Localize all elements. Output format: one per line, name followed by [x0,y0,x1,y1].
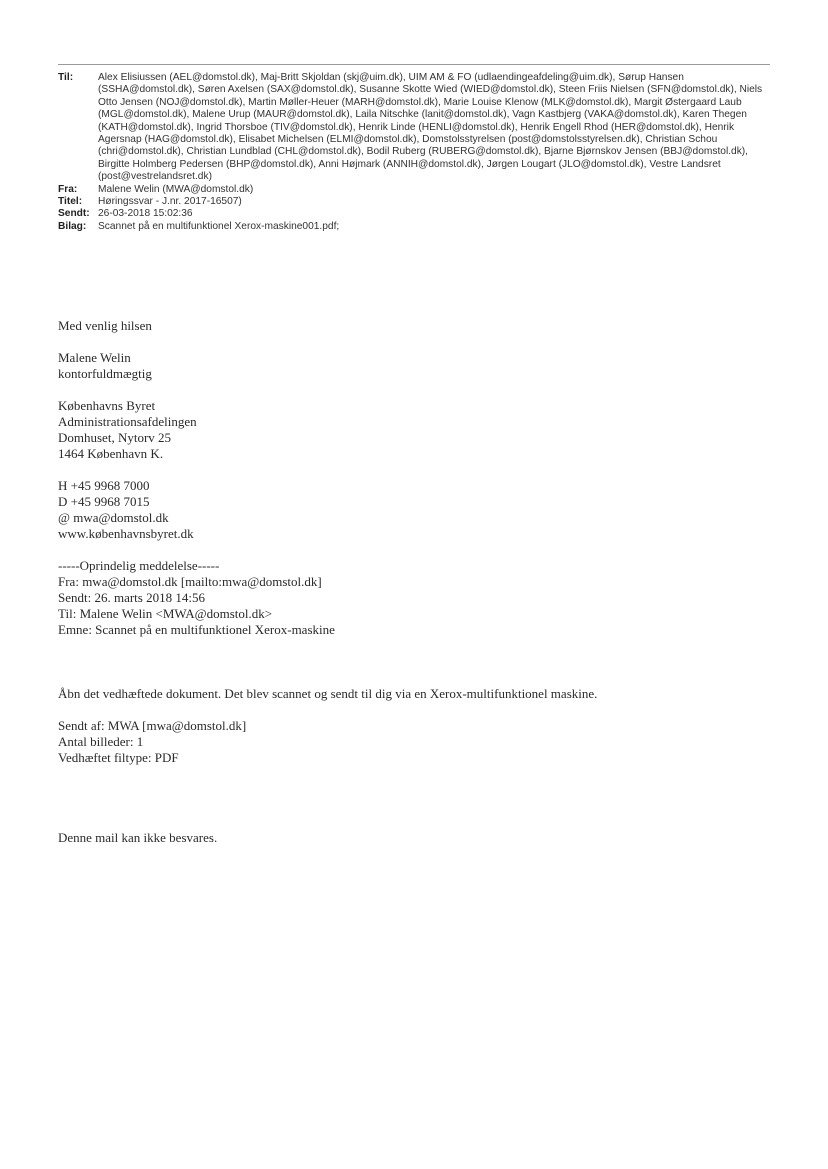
from-value: Malene Welin (MWA@domstol.dk) [98,183,254,195]
original-message-block [58,558,778,638]
no-reply-block [58,830,778,846]
signature-role: kontorfuldmægtig [58,366,152,381]
title-value: Høringssvar - J.nr. 2017-16507) [98,196,242,208]
header-divider [58,64,770,65]
sent-by: Sendt af: MWA [mwa@domstol.dk] [58,718,247,733]
original-message-header: -----Oprindelig meddelelse----- [58,558,220,573]
original-sent: Sendt: 26. marts 2018 14:56 [58,590,205,605]
scan-details-block [58,718,778,766]
signature-name: Malene Welin [58,350,131,365]
scan-text: Åbn det vedhæftede dokument. Det blev scannet og sendt til dig via en Xerox-multifunktionel maskine. [58,686,598,701]
org-line-2: Administrationsafdelingen [58,414,197,429]
original-from: Fra: mwa@domstol.dk [mailto:mwa@domstol.dk] [58,574,322,589]
greeting-block [58,318,778,334]
no-reply-notice: Denne mail kan ikke besvares. [58,830,218,845]
contact-website: www.københavnsbyret.dk [58,526,194,541]
from-label: Fra: [58,183,78,195]
contact-email: @ mwa@domstol.dk [58,510,169,525]
scan-notice-block [58,686,778,702]
header-to-row [58,72,770,184]
image-count: Antal billeder: 1 [58,734,144,749]
email-header [58,72,770,233]
header-title-row [58,196,770,208]
header-attachment-row [58,221,770,233]
file-type: Vedhæftet filtype: PDF [58,750,179,765]
org-line-1: Københavns Byret [58,398,156,413]
sent-label: Sendt: [58,208,90,220]
contact-phone-direct: D +45 9968 7015 [58,494,150,509]
original-to: Til: Malene Welin <MWA@domstol.dk> [58,606,273,621]
organization-block [58,398,778,462]
header-from-row [58,184,770,196]
sent-value: 26-03-2018 15:02:36 [98,208,193,220]
header-sent-row [58,208,770,220]
title-label: Titel: [58,196,83,208]
to-value: Alex Elisiussen (AEL@domstol.dk), Maj-Britt Skjoldan (skj@uim.dk), UIM AM & FO (udlaendingeafdeling@uim.dk), Sørup Hansen (SSHA@domstol.dk), Søren Axelsen (SAX@domstol.dk), Susanne Skotte Wied (WIED@domstol.dk), Steen Friis Nielsen (SFN@domstol.dk), Niels Otto Jensen (NOJ@domstol.dk), Martin Møller-Heuer (MARH@domstol.dk), Marie Louise Klenow (MLK@domstol.dk), Margit Østergaard Laub (MGL@domstol.dk), Malene Urup (MAUR@domstol.dk), Laila Nitschke (lanit@domstol.dk), Vagn Kastbjerg (VAKA@domstol.dk), Karen Thegen (KATH@domstol.dk), Ingrid Thorsboe (TIV@domstol.dk), Henrik Linde (HENLI@domstol.dk), Henrik Engell Rhod (HER@domstol.dk), Henrik Agersnap (HAG@domstol.dk), Elisabet Michelsen (ELMI@domstol.dk), Domstolsstyrelsen (post@domstolsstyrelsen.dk), Christian Schou (chri@domstol.dk), Christian Lundblad (CHL@domstol.dk), Bodil Ruberg (RUBERG@domstol.dk), Bjarne Bjørnskov Jensen (BBJ@domstol.dk), Birgitte Holmberg Pedersen (BHP@domstol.dk), Anni Højmark (ANNIH@domstol.dk), Jørgen Lougart (JLO@domstol.dk), Vestre Landsret (post@vestrelandsret.dk) [98,72,763,183]
greeting: Med venlig hilsen [58,318,152,333]
signature-block [58,350,778,382]
to-label: Til: [58,72,74,83]
org-line-4: 1464 København K. [58,446,164,461]
attachment-value: Scannet på en multifunktionel Xerox-maskine001.pdf; [98,220,340,232]
original-subject: Emne: Scannet på en multifunktionel Xerox-maskine [58,622,335,637]
org-line-3: Domhuset, Nytorv 25 [58,430,172,445]
email-body [58,318,778,862]
contact-block [58,478,778,542]
contact-phone-main: H +45 9968 7000 [58,478,150,493]
attachment-label: Bilag: [58,220,87,232]
